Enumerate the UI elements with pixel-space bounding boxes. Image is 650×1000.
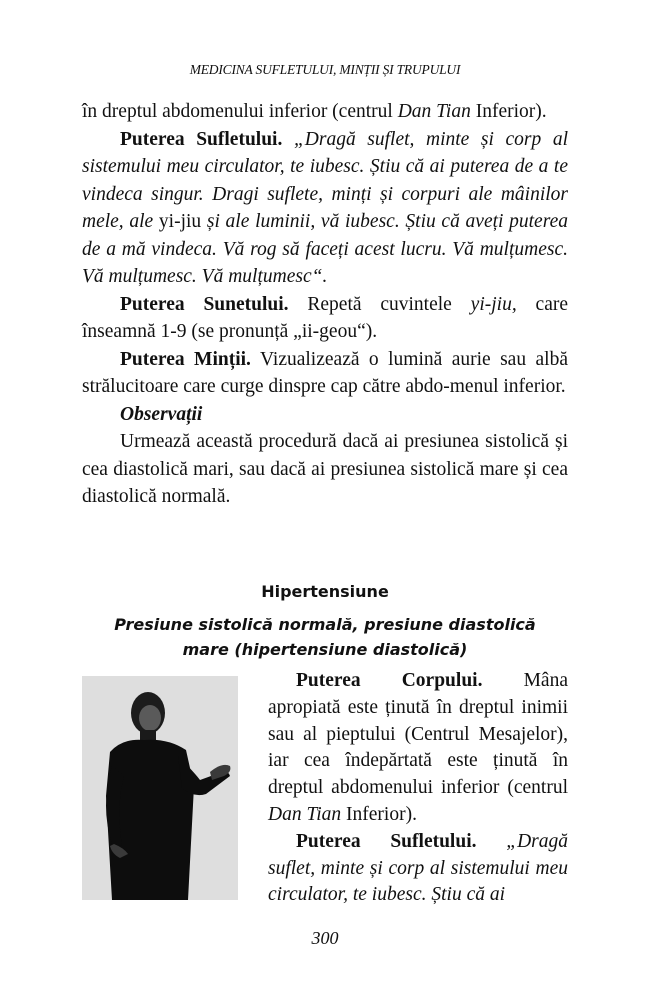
section-title: Hipertensiune [261,582,389,601]
running-head: MEDICINA SUFLETULUI, MINȚII ȘI TRUPULUI [189,62,461,77]
text-run-italic: și ale luminii, vă iubesc. Știu că aveți puterea de a mă vindeca. Vă rog să faceți acest lucru. Vă mulțumesc. Vă mulțumesc. Vă mulțumesc“. [82,211,568,287]
paragraph [82,98,568,126]
text-run: Inferior). [470,101,547,122]
person-silhouette-icon [82,676,238,900]
text-run: care înseamnă 1-9 (se pronunță „ii-geou“). [82,293,568,342]
paragraph-label: Puterea Minții. [120,348,251,370]
text-run-italic: „Dragă suflet, minte și corp al sistemului meu circulator, te iubesc. Știu că ai puterea de a te vindeca singur. Dragi suflete, minți și corpuri ale mâinilor mele, ale [82,128,568,232]
paragraph-sound-power [82,291,568,346]
paragraph-label: Puterea Sunetului. [120,293,289,315]
paragraph-soul-power [82,126,568,291]
paragraph-label: Puterea Corpului. [296,670,483,691]
observations-heading: Observații [120,403,203,425]
body-text-top [82,98,568,511]
paragraph-mind-power [82,346,568,401]
text-run: Mâna apropiată este ținută în dreptul inimii sau al pieptului (Centrul Mesajelor), iar cea îndepărtată este ținută în dreptul abdomenului inferior (centrul [268,670,568,799]
body-text-side [268,668,568,909]
paragraph-soul-power-2 [268,829,568,909]
text-run-italic: Dan Tian [268,803,342,825]
text-run: Repetă cuvintele [288,293,471,315]
instructor-photo [82,676,238,900]
text-run: Vizualizează o lumină aurie sau albă strălucitoare care curge dinspre cap către abdo-menul inferior. [82,348,568,397]
text-run-italic: Dan Tian [397,101,471,122]
subtitle-line: Presiune sistolică normală, presiune diastolică [114,615,536,634]
text-run-italic: „Dragă suflet, minte și corp al sistemului meu circulator, te iubesc. Știu că ai [268,830,568,906]
section-subtitle [82,612,568,662]
paragraph-body-power [268,668,568,829]
paragraph-label: Puterea Sufletului. [296,830,477,852]
text-run-italic: yi-jiu, [470,293,517,315]
text-run: yi-jiu [158,211,202,232]
paragraph-observations: Urmează această procedură dacă ai presiunea sistolică și cea diastolică mari, sau dacă ai presiunea sistolică mare și cea diastolică normală. [82,431,568,507]
text-run: Inferior). [341,803,417,825]
subtitle-line: mare (hipertensiune diastolică) [182,640,468,659]
paragraph-label: Puterea Sufletului. [120,128,283,150]
text-run: în dreptul abdomenului inferior (centrul [82,101,398,122]
page-number: 300 [311,928,339,948]
